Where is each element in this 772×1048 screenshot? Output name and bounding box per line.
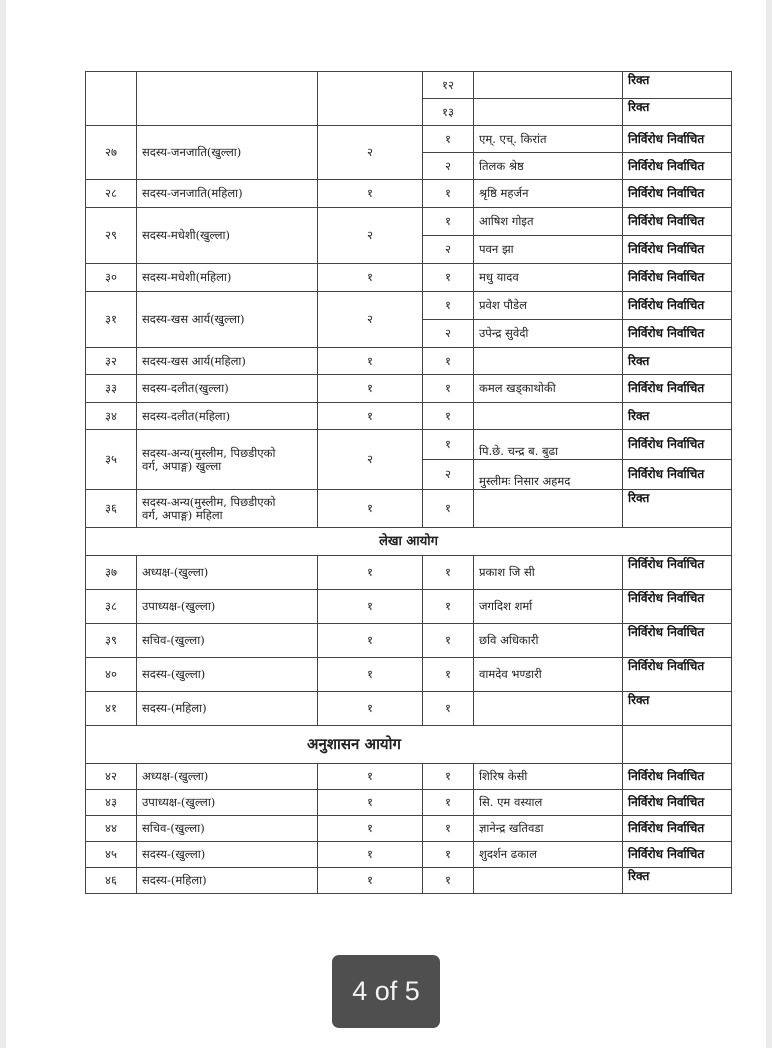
post-name: सदस्य-(महिला) (137, 868, 318, 894)
table-row (86, 490, 732, 528)
section-heading-anushasan: अनुशासन आयोग (86, 726, 623, 764)
serial-number: ४३ (86, 790, 137, 816)
result-status: निर्विरोध निर्वाचित (623, 764, 732, 790)
candidate-name (474, 868, 623, 894)
post-name: सचिव-(खुल्ला) (137, 624, 318, 658)
post-name: अध्यक्ष-(खुल्ला) (137, 556, 318, 590)
candidate-name: पवन झा (474, 236, 623, 264)
result-status: निर्विरोध निर्वाचित (623, 264, 732, 292)
table-row (86, 292, 732, 320)
serial-number: ३६ (86, 490, 137, 528)
table-row (86, 624, 732, 658)
result-status: निर्विरोध निर्वाचित (623, 236, 732, 264)
result-status: निर्विरोध निर्वाचित (623, 460, 732, 490)
candidate-index: १ (423, 556, 474, 590)
candidate-index: १ (423, 375, 474, 403)
candidate-index: १ (423, 292, 474, 320)
result-status: रिक्त (623, 348, 732, 375)
result-status: निर्विरोध निर्वाचित (623, 180, 732, 208)
candidate-name: छवि अधिकारी (474, 624, 623, 658)
result-status: रिक्त (623, 403, 732, 430)
seat-count: १ (318, 403, 423, 430)
table-row (86, 72, 732, 99)
seat-count: १ (318, 868, 423, 894)
post-name: उपाध्यक्ष-(खुल्ला) (137, 790, 318, 816)
candidate-name: जगदिश शर्मा (474, 590, 623, 624)
serial-number: ४६ (86, 868, 137, 894)
post-name: अध्यक्ष-(खुल्ला) (137, 764, 318, 790)
seat-count: १ (318, 180, 423, 208)
post-name: सदस्य-दलीत(खुल्ला) (137, 375, 318, 403)
seat-count: १ (318, 556, 423, 590)
result-status: निर्विरोध निर्वाचित (623, 556, 732, 590)
table-row (86, 556, 732, 590)
candidate-index: १ (423, 490, 474, 528)
result-status: निर्विरोध निर्वाचित (623, 430, 732, 460)
serial-number: ३२ (86, 348, 137, 375)
empty-cell (623, 726, 732, 764)
post-name: सदस्य-खस आर्य(महिला) (137, 348, 318, 375)
serial-number: ३० (86, 264, 137, 292)
seat-count: २ (318, 208, 423, 264)
candidate-name: आषिश गोइत (474, 208, 623, 236)
serial-number: ३७ (86, 556, 137, 590)
result-status: रिक्त (623, 868, 732, 894)
candidate-name: तिलक श्रेष्ठ (474, 153, 623, 180)
serial-number: ३५ (86, 430, 137, 490)
table-row (86, 868, 732, 894)
candidate-index: २ (423, 236, 474, 264)
post-name: उपाध्यक्ष-(खुल्ला) (137, 590, 318, 624)
result-status: निर्विरोध निर्वाचित (623, 816, 732, 842)
seat-count: २ (318, 126, 423, 180)
candidate-index: १ (423, 658, 474, 692)
post-name: सदस्य-जनजाति(खुल्ला) (137, 126, 318, 180)
candidate-index: १ (423, 790, 474, 816)
candidate-name: मधु यादव (474, 264, 623, 292)
candidate-name: पि.छे. चन्द्र ब. बुढा (474, 430, 623, 460)
candidate-index: २ (423, 320, 474, 348)
section-heading-lekha: लेखा आयोग (86, 528, 732, 556)
candidate-name (474, 72, 623, 99)
seat-count: १ (318, 842, 423, 868)
seat-count: १ (318, 816, 423, 842)
candidate-index: १ (423, 692, 474, 726)
post-name: सदस्य-(खुल्ला) (137, 658, 318, 692)
candidate-index: १ (423, 430, 474, 460)
empty-cell (86, 72, 137, 126)
candidate-index: १ (423, 180, 474, 208)
seat-count: १ (318, 348, 423, 375)
table-row (86, 764, 732, 790)
result-status: रिक्त (623, 490, 732, 528)
candidate-index: २ (423, 460, 474, 490)
candidate-name: शुदर्शन ढकाल (474, 842, 623, 868)
candidate-name (474, 348, 623, 375)
table-row (86, 126, 732, 153)
candidate-name: कमल खड्काथोकी (474, 375, 623, 403)
table-row (86, 348, 732, 375)
candidate-index: १ (423, 764, 474, 790)
candidate-name: वामदेव भण्डारी (474, 658, 623, 692)
table-row (86, 208, 732, 236)
seat-count: १ (318, 590, 423, 624)
section-row (86, 726, 732, 764)
result-status: निर्विरोध निर्वाचित (623, 842, 732, 868)
result-status: निर्विरोध निर्वाचित (623, 375, 732, 403)
result-status: रिक्त (623, 692, 732, 726)
result-status: निर्विरोध निर्वाचित (623, 624, 732, 658)
document-page (6, 0, 766, 1048)
candidate-name: शिरिष केसी (474, 764, 623, 790)
serial-number: २९ (86, 208, 137, 264)
candidate-name: मुस्लीमः निसार अहमद (474, 460, 623, 490)
post-name (137, 430, 318, 490)
table-row (86, 790, 732, 816)
result-status: निर्विरोध निर्वाचित (623, 320, 732, 348)
post-name-line2: वर्ग, अपाङ्ग) महिला (142, 507, 223, 522)
candidate-name (474, 490, 623, 528)
result-status: निर्विरोध निर्वाचित (623, 790, 732, 816)
candidate-name: प्रकाश जि सी (474, 556, 623, 590)
candidate-index: १ (423, 868, 474, 894)
post-name-line1: सदस्य-अन्य(मुस्लीम, पिछडीएको (142, 494, 276, 509)
candidate-index: १ (423, 590, 474, 624)
serial-number: ४४ (86, 816, 137, 842)
candidate-name: श्रृष्ठि महर्जन (474, 180, 623, 208)
candidate-index: १ (423, 403, 474, 430)
candidate-index: १ (423, 264, 474, 292)
serial-number: २८ (86, 180, 137, 208)
post-name: सदस्य-मधेशी(महिला) (137, 264, 318, 292)
post-name (137, 490, 318, 528)
candidate-index: १ (423, 624, 474, 658)
empty-cell (137, 72, 318, 126)
candidate-index: १ (423, 842, 474, 868)
candidate-index: १३ (423, 99, 474, 126)
table-row (86, 816, 732, 842)
seat-count: १ (318, 375, 423, 403)
seat-count: १ (318, 624, 423, 658)
serial-number: ३४ (86, 403, 137, 430)
serial-number: ४० (86, 658, 137, 692)
post-name: सदस्य-दलीत(महिला) (137, 403, 318, 430)
candidate-name (474, 692, 623, 726)
post-name: सदस्य-जनजाति(महिला) (137, 180, 318, 208)
post-name: सदस्य-(खुल्ला) (137, 842, 318, 868)
section-row (86, 528, 732, 556)
candidate-index: १ (423, 208, 474, 236)
post-name: सदस्य-खस आर्य(खुल्ला) (137, 292, 318, 348)
results-table (85, 71, 732, 894)
result-status: निर्विरोध निर्वाचित (623, 208, 732, 236)
table-row (86, 842, 732, 868)
result-status: निर्विरोध निर्वाचित (623, 292, 732, 320)
seat-count: १ (318, 658, 423, 692)
empty-cell (318, 72, 423, 126)
serial-number: ४५ (86, 842, 137, 868)
table-row (86, 430, 732, 460)
seat-count: १ (318, 764, 423, 790)
result-status: निर्विरोध निर्वाचित (623, 590, 732, 624)
seat-count: २ (318, 292, 423, 348)
candidate-name: प्रवेश पौडेल (474, 292, 623, 320)
table-row (86, 180, 732, 208)
seat-count: १ (318, 490, 423, 528)
candidate-name: एम्. एच्. किरांत (474, 126, 623, 153)
candidate-name: ज्ञानेन्द्र खतिवडा (474, 816, 623, 842)
post-name: सदस्य-मधेशी(खुल्ला) (137, 208, 318, 264)
serial-number: ४१ (86, 692, 137, 726)
candidate-index: १ (423, 348, 474, 375)
post-name: सदस्य-(महिला) (137, 692, 318, 726)
table-row (86, 264, 732, 292)
serial-number: २७ (86, 126, 137, 180)
seat-count: २ (318, 430, 423, 490)
candidate-name: सि. एम वस्याल (474, 790, 623, 816)
candidate-name (474, 403, 623, 430)
candidate-index: २ (423, 153, 474, 180)
result-status: रिक्त (623, 72, 732, 99)
result-status: निर्विरोध निर्वाचित (623, 153, 732, 180)
seat-count: १ (318, 264, 423, 292)
seat-count: १ (318, 790, 423, 816)
result-status: निर्विरोध निर्वाचित (623, 658, 732, 692)
serial-number: ४२ (86, 764, 137, 790)
table-row (86, 403, 732, 430)
result-status: रिक्त (623, 99, 732, 126)
post-name-line2: वर्ग, अपाङ्ग) खुल्ला (142, 458, 222, 473)
serial-number: ३१ (86, 292, 137, 348)
page-indicator: 4 of 5 (332, 955, 440, 1028)
serial-number: ३८ (86, 590, 137, 624)
seat-count: १ (318, 692, 423, 726)
result-status: निर्विरोध निर्वाचित (623, 126, 732, 153)
candidate-name (474, 99, 623, 126)
table-row (86, 590, 732, 624)
serial-number: ३३ (86, 375, 137, 403)
serial-number: ३९ (86, 624, 137, 658)
candidate-index: १ (423, 816, 474, 842)
candidate-index: १२ (423, 72, 474, 99)
post-name: सचिव-(खुल्ला) (137, 816, 318, 842)
table-row (86, 692, 732, 726)
post-name-line1: सदस्य-अन्य(मुस्लीम, पिछडीएको (142, 445, 276, 460)
table-row (86, 375, 732, 403)
candidate-index: १ (423, 126, 474, 153)
candidate-name: उपेन्द्र सुवेदी (474, 320, 623, 348)
table-row (86, 658, 732, 692)
